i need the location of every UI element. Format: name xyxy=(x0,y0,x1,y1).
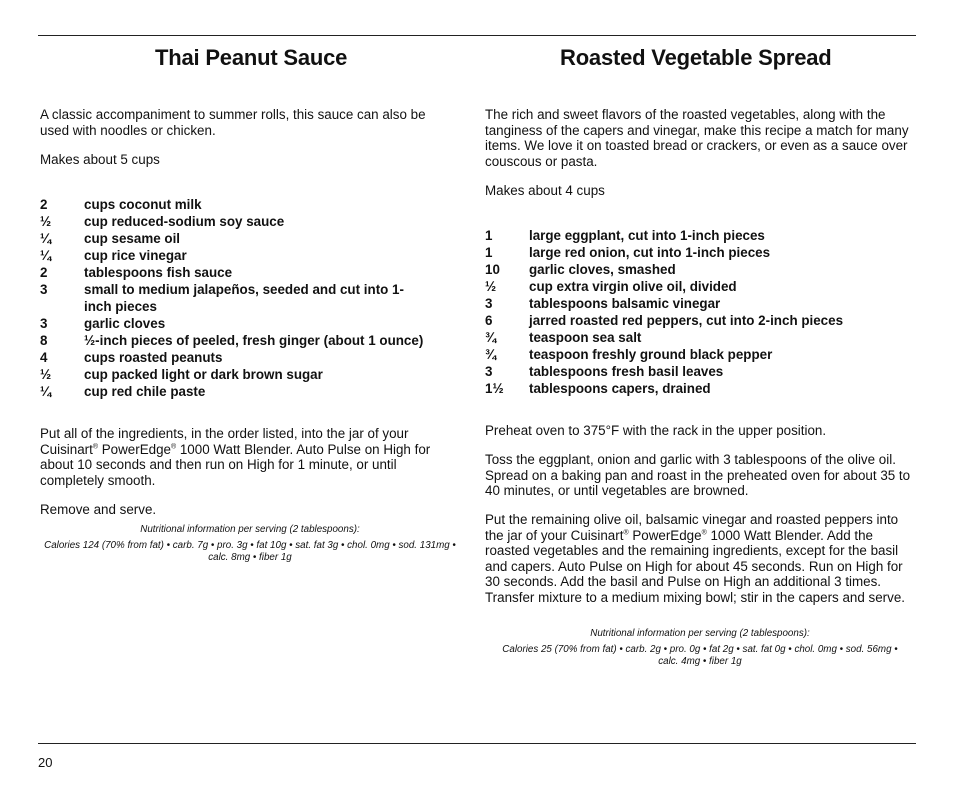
recipe-intro: A classic accompaniment to summer rolls, this sauce can also be used with noodles or chicken. xyxy=(40,107,426,138)
ingredient-item: 1½ tablespoons capers, drained xyxy=(485,381,711,396)
ingredient-item: 6 jarred roasted red peppers, cut into 2-inch pieces xyxy=(485,313,844,328)
nutrition-heading: Nutritional information per serving (2 tablespoons): xyxy=(140,524,360,535)
page-number: 20 xyxy=(38,755,53,770)
ingredient-item: ¾ teaspoon sea salt xyxy=(485,330,642,345)
recipe-title: Thai Peanut Sauce xyxy=(155,45,348,70)
ingredient-item: 2 tablespoons fish sauce xyxy=(40,265,233,280)
recipe-step: Toss the eggplant, onion and garlic with 3 tablespoons of the olive oil. Spread on a baking pan and roast in the preheated oven for about 35 to 40 minutes, or until vegetables are browned. xyxy=(485,452,911,499)
ingredient-item: 3 tablespoons fresh basil leaves xyxy=(485,364,724,379)
top-rule xyxy=(38,35,916,36)
ingredient-item: ½ cup reduced-sodium soy sauce xyxy=(40,214,285,229)
recipe-title: Roasted Vegetable Spread xyxy=(560,45,832,70)
recipe-step: Preheat oven to 375°F with the rack in the upper position. xyxy=(485,423,827,438)
ingredient-item: ½ cup extra virgin olive oil, divided xyxy=(485,279,737,294)
ingredient-item: 8 ½-inch pieces of peeled, fresh ginger (about 1 ounce) xyxy=(40,333,424,348)
nutrition-heading: Nutritional information per serving (2 tablespoons): xyxy=(590,628,810,639)
recipe-step: Put all of the ingredients, in the order listed, into the jar of your Cuisinart® PowerEdge® 1000 Watt Blender. Auto Pulse on High for about 10 seconds and then run on High for 1 minute, or until completely smooth. xyxy=(40,426,431,488)
ingredient-item: 10 garlic cloves, smashed xyxy=(485,262,676,277)
recipe-intro: The rich and sweet flavors of the roasted vegetables, along with the tanginess of the capers and vinegar, make this recipe a match for many items. We love it on toasted bread or crackers, or even as a sauce over couscous or pasta. xyxy=(485,107,909,169)
recipe-step: Put the remaining olive oil, balsamic vinegar and roasted peppers into the jar of your Cuisinart® PowerEdge® 1000 Watt Blender. Add the roasted vegetables and the remaining ingredients, except for the basil and capers. Auto Pulse on High for about 45 seconds. Run on High for 30 seconds. Add the basil and Pulse on High an additional 3 times. Transfer mixture to a medium mixing bowl; stir in the capers and serve. xyxy=(485,512,905,605)
ingredient-item: ½ cup packed light or dark brown sugar xyxy=(40,367,323,382)
recipe-yield: Makes about 4 cups xyxy=(485,183,605,198)
ingredient-item: 2 cups coconut milk xyxy=(40,197,202,212)
ingredient-item: ¼ cup red chile paste xyxy=(40,384,206,399)
ingredient-item: 1 large eggplant, cut into 1-inch pieces xyxy=(485,228,765,243)
recipe-step: Remove and serve. xyxy=(40,502,157,517)
nutrition-values: Calories 25 (70% from fat) • carb. 2g • pro. 0g • fat 2g • sat. fat 0g • chol. 0mg • sod. 56mg • calc. 4mg • fiber 1g xyxy=(502,644,898,667)
ingredient-item: ¼ cup rice vinegar xyxy=(40,248,187,263)
ingredient-item: 3 small to medium jalapeños, seeded and cut into 1-inch pieces xyxy=(40,282,404,314)
ingredient-list xyxy=(40,196,460,400)
ingredient-item: ¼ cup sesame oil xyxy=(40,231,181,246)
ingredient-item: ¾ teaspoon freshly ground black pepper xyxy=(485,347,773,362)
ingredient-item: 4 cups roasted peanuts xyxy=(40,350,223,365)
ingredient-list xyxy=(485,227,915,397)
nutrition-info xyxy=(485,628,915,668)
ingredient-item: 3 garlic cloves xyxy=(40,316,166,331)
nutrition-values: Calories 124 (70% from fat) • carb. 7g • pro. 3g • fat 10g • sat. fat 3g • chol. 0mg • sod. 131mg • calc. 8mg • fiber 1g xyxy=(44,540,456,563)
ingredient-item: 3 tablespoons balsamic vinegar xyxy=(485,296,721,311)
ingredient-item: 1 large red onion, cut into 1-inch pieces xyxy=(485,245,771,260)
recipe-yield: Makes about 5 cups xyxy=(40,152,160,167)
nutrition-info xyxy=(40,524,460,564)
bottom-rule xyxy=(38,743,916,744)
